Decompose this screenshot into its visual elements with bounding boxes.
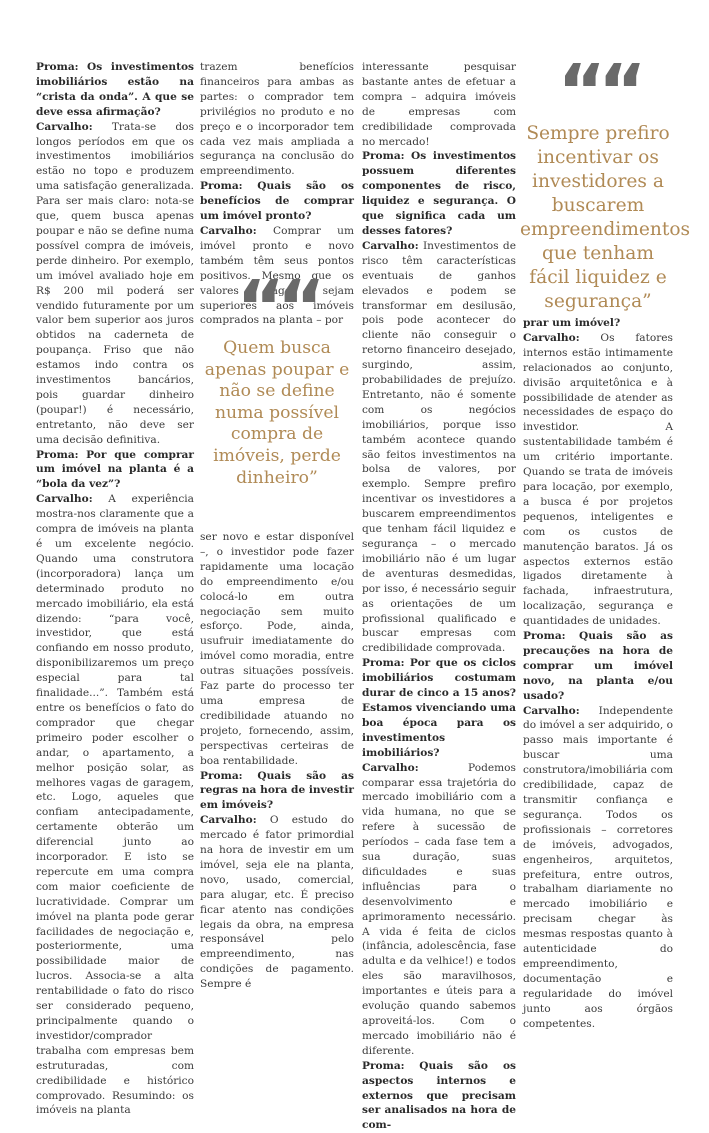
text-column-4 <box>523 316 673 1030</box>
speaker-label: Proma: <box>200 769 243 782</box>
article-paragraph <box>36 120 194 448</box>
article-paragraph <box>362 761 516 1059</box>
answer-text: O estudo do mercado é fator primordial na hora de investir em um imóvel, seja ele na planta, novo, usado, comercial, para alugar, etc. É preciso ficar atento nas condições legais da obra, na empresa responsável pelo empreendimento, nas condições de pagamento. Sempre é <box>200 814 354 991</box>
article-paragraph <box>36 60 194 120</box>
text-column-2-bottom <box>200 530 354 991</box>
quote-mark-icon: ““ <box>236 265 318 351</box>
article-paragraph <box>200 813 354 992</box>
speaker-label: Proma: <box>200 180 243 193</box>
question-text: Quais são as precauções na hora de comprar um imóvel novo, na planta e/ou usado? <box>523 630 673 702</box>
speaker-label: Carvalho: <box>362 239 419 252</box>
article-paragraph <box>36 492 194 1118</box>
answer-text: trazem benefícios financeiros para ambas as partes: o comprador tem privilégios no produto e no preço e o incorporador tem cada vez mais ampliada a segurança na conclusão do empreendimento. <box>200 61 354 178</box>
article-paragraph <box>362 1059 516 1133</box>
speaker-label: Proma: <box>36 448 79 461</box>
pull-quote-2-text: Sempre prefiro incentivar os investidores a buscarem empreendimentos que tenham fácil liquidez e segurança” <box>520 123 691 312</box>
article-paragraph <box>523 704 673 1032</box>
speaker-label: Proma: <box>36 61 79 73</box>
article-paragraph <box>200 769 354 814</box>
answer-text: Investimentos de risco têm características eventuais de ganhos elevados e podem se transformar em desilusão, pois pode acontecer do cliente não conseguir o retorno financeiro desejado, surgindo, assim, probabilidades de prejuízo. Entretanto, não é somente com os negócios imobiliários, porque isso também acontece quando são feitos investimentos na bolsa de valores, por exemplo. Sempre prefiro incentivar os investidores a buscarem empreendimentos que tenham fácil liquidez e segurança – o mercado imobiliário não é um lugar de aventuras desmedidas, por isso, é necessário seguir as orientações de um profissional qualificado e buscar empresas com credibilidade comprovada. <box>362 239 516 655</box>
text-column-3 <box>362 60 516 1132</box>
speaker-label: Proma: <box>362 657 405 670</box>
answer-text: Os fatores internos estão intimamente relacionados ao conjunto, divisão arquitetônica e à possibilidade de atender as necessidades de espaço do investidor. A sustentabilidade também é um critério importante. Quando se trata de imóveis para locação, por exemplo, a busca é por projetos pequenos, inteligentes e com os custos de manutenção baratos. Já os aspectos externos estão ligados diretamente à fachada, infraestrutura, localização, segurança e quantidades de unidades. <box>523 331 673 628</box>
question-text: prar um imóvel? <box>523 317 621 329</box>
pull-quote-2 <box>520 49 691 314</box>
answer-text: Trata-se dos longos períodos em que os investimentos imobiliários estão no topo e produzem uma satisfação generalizada. Para ser mais claro: nota-se que, quem busca apenas poupar e não se define numa possível compra de imóveis, perde dinheiro. Por exemplo, um imóvel avaliado hoje em R$ 200 mil poderá ser vendido futuramente por um valor bem superior aos juros obtidos na caderneta de poupança. Friso que não estamos indo contra os investimentos bancários, pois guardar dinheiro (poupar!) é necessário, entretanto, não deve ser uma decisão definitiva. <box>36 120 194 446</box>
article-paragraph <box>362 149 516 238</box>
question-text: Por que comprar um imóvel na planta é a “bola da vez”? <box>36 448 194 491</box>
speaker-label: Carvalho: <box>200 224 257 237</box>
answer-text: ser novo e estar disponível –, o investidor pode fazer rapidamente uma locação do empreendimento e/ou colocá-lo em outra negociação sem muito esforço. Pode, ainda, usufruir imediatamente do imóvel como moradia, entre outras situações possíveis. Faz parte do processo ter uma empresa de credibilidade atuando no projeto, fornecendo, assim, perspectivas certeiras de boa rentabilidade. <box>200 531 354 767</box>
speaker-label: Proma: <box>362 150 405 163</box>
speaker-label: Carvalho: <box>200 814 257 827</box>
speaker-label: Proma: <box>523 630 566 643</box>
question-text: Os investimentos imobiliários estão na “crista da onda”. A que se deve essa afirmação? <box>36 61 194 118</box>
speaker-label: Carvalho: <box>36 120 93 133</box>
quote-mark-icon: ““ <box>557 49 639 135</box>
speaker-label: Carvalho: <box>523 331 580 344</box>
article-paragraph <box>362 60 516 149</box>
answer-text: Podemos comparar essa trajetória do mercado imobiliário com a vida humana, no que se refere à sucessão de períodos – cada fase tem a sua duração, suas dificuldades e suas influências para o desenvolvimento e aprimoramento necessário. A vida é feita de ciclos (infância, adolescência, fase adulta e da velhice!) e todos eles são maravilhosos, importantes e úteis para a evolução quando sabemos aproveitá-los. Com o mercado imobiliário não é diferente. <box>362 761 516 1057</box>
text-column-1 <box>36 60 195 1117</box>
question-text: Por que os ciclos imobiliários costumam durar de cinco a 15 anos? Estamos vivenciando uma boa época para os investimentos imobiliários? <box>362 657 516 759</box>
article-paragraph <box>200 60 354 179</box>
article-paragraph <box>362 239 516 656</box>
question-text: Quais são os aspectos internos e externos que precisam ser analisados na hora de com- <box>362 1059 516 1132</box>
answer-text: A experiência mostra-nos claramente que a compra de imóveis na planta é um excelente negócio. Quando uma construtora (incorporadora) lança um determinado produto no mercado imobiliário, ela está dizendo: “para você, investidor, que está confiando em nosso produto, disponibilizaremos um preço especial para tal finalidade...”. Também está entre os benefícios o fato do comprador que chegar primeiro poder escolher o andar, o apartamento, a melhor posição solar, as melhores vagas de garagem, etc. Logo, aqueles que confiam antecipadamente, certamente obterão um diferencial junto ao incorporador. E isto se repercute em uma compra com maior coeficiente de lucratividade. Comprar um imóvel na planta pode gerar facilidades de negociação e, posteriormente, uma possibilidade maior de lucros. Associa-se a alta rentabilidade o fato do risco ser considerado pequeno, principalmente quando o investidor/comprador trabalha com empresas bem estruturadas, com credibilidade e histórico comprovado. Resumindo: os imóveis na planta <box>36 493 195 1117</box>
article-paragraph <box>523 331 673 629</box>
question-text: Os investimentos possuem diferentes componentes de risco, liquidez e segurança. O que significa cada um desses fatores? <box>362 150 516 237</box>
speaker-label: Carvalho: <box>36 493 93 506</box>
answer-text: interessante pesquisar bastante antes de efetuar a compra – adquira imóveis de empresas com credibilidade comprovada no mercado! <box>362 61 516 148</box>
article-paragraph <box>362 656 516 760</box>
question-text: Quais são as regras na hora de investir em imóveis? <box>200 769 354 812</box>
speaker-label: Carvalho: <box>362 761 419 774</box>
article-paragraph <box>36 448 194 493</box>
article-paragraph <box>200 179 354 224</box>
question-text: Quais são os benefícios de comprar um imóvel pronto? <box>200 180 354 223</box>
article-paragraph <box>200 530 354 769</box>
answer-text: Comprar um imóvel pronto e novo também têm seus pontos positivos. Mesmo que os valores pagos sejam superiores aos imóveis comprados na planta – por <box>200 224 354 327</box>
article-paragraph <box>523 629 673 704</box>
text-column-2-top <box>200 60 354 327</box>
answer-text: Independente do imóvel a ser adquirido, o passo mais importante é buscar uma construtora/imobiliária com credibilidade, capaz de transmitir confiança e segurança. Todos os profissionais – corretores de imóveis, advogados, engenheiros, arquitetos, prefeitura, entre outros, trabalham diariamente no mercado imobiliário e precisam chegar às mesmas respostas quanto à autenticidade do empreendimento, documentação e regularidade do imóvel junto aos órgãos competentes. <box>523 704 673 1030</box>
pull-quote-1-text: Quem busca apenas poupar e não se define numa possível compra de imóveis, perde dinheiro” <box>204 338 350 488</box>
speaker-label: Proma: <box>362 1059 405 1072</box>
article-paragraph <box>523 316 673 331</box>
speaker-label: Carvalho: <box>523 704 580 717</box>
